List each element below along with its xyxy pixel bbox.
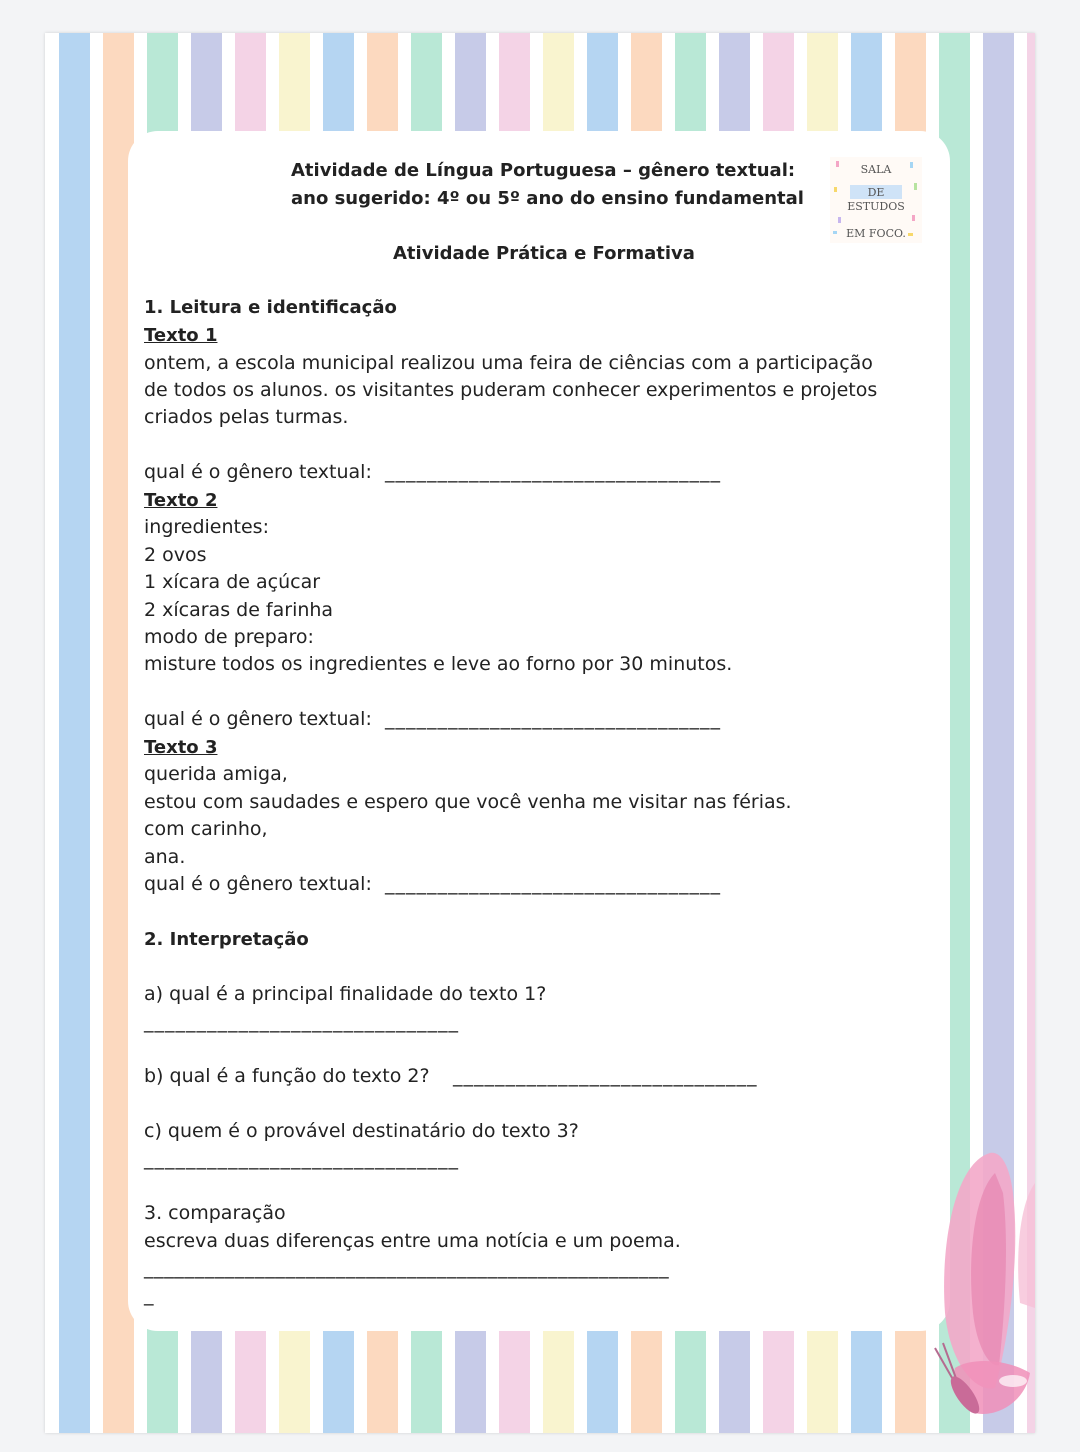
- section3-prompt: escreva duas diferenças entre uma notícia e um poema.: [144, 1230, 681, 1252]
- texto3-answer-blank[interactable]: ________________________________: [385, 873, 721, 895]
- question-b: b) qual é a função do texto 2?: [144, 1065, 430, 1087]
- question-b-answer-blank[interactable]: _____________________________: [453, 1065, 758, 1087]
- texto2-heading: Texto 2: [144, 490, 218, 511]
- section1-title: 1. Leitura e identificação: [144, 297, 397, 318]
- section3-title: 3. comparação: [144, 1202, 286, 1224]
- stripe: [59, 33, 90, 1433]
- question-a: a) qual é a principal finalidade do texto 1?: [144, 983, 547, 1005]
- subtitle: Atividade Prática e Formativa: [393, 243, 695, 264]
- texto2-answer-blank[interactable]: ________________________________: [385, 708, 721, 730]
- worksheet-page: [45, 33, 1035, 1433]
- texto1-answer-blank[interactable]: ________________________________: [385, 461, 721, 483]
- texto2-line: 1 xícara de açúcar: [144, 571, 321, 593]
- section3-answer-blank[interactable]: ____________________________________________________: [144, 1257, 670, 1279]
- section2-title: 2. Interpretação: [144, 929, 309, 950]
- texto3-line: querida amiga,: [144, 763, 288, 785]
- logo-line-2: DE: [867, 186, 885, 199]
- texto2-line: 2 ovos: [144, 544, 207, 566]
- texto1-question: qual é o gênero textual:: [144, 461, 372, 483]
- logo-sala-de-estudos: [830, 157, 922, 243]
- texto3-question: qual é o gênero textual:: [144, 873, 372, 895]
- texto1-line: ontem, a escola municipal realizou uma feira de ciências com a participação: [144, 352, 873, 374]
- texto2-line: 2 xícaras de farinha: [144, 599, 334, 621]
- section3-answer-blank-cont[interactable]: _: [144, 1284, 154, 1306]
- logo-line-4: EM FOCO.: [846, 227, 906, 240]
- texto1-heading: Texto 1: [144, 325, 218, 346]
- texto2-line: modo de preparo:: [144, 626, 314, 648]
- texto3-line: com carinho,: [144, 818, 268, 840]
- texto2-question: qual é o gênero textual:: [144, 708, 372, 730]
- question-c: c) quem é o provável destinatário do texto 3?: [144, 1120, 579, 1142]
- question-c-answer-blank[interactable]: ______________________________: [144, 1148, 459, 1170]
- title-line-1: Atividade de Língua Portuguesa – gênero textual:: [291, 160, 796, 181]
- question-a-answer-blank[interactable]: ______________________________: [144, 1011, 459, 1033]
- texto3-heading: Texto 3: [144, 737, 218, 758]
- texto3-line: ana.: [144, 846, 186, 868]
- texto3-line: estou com saudades e espero que você venha me visitar nas férias.: [144, 791, 792, 813]
- texto1-line: de todos os alunos. os visitantes puderam conhecer experimentos e projetos: [144, 379, 878, 401]
- butterfly-illustration: [895, 1133, 1035, 1433]
- title-line-2: ano sugerido: 4º ou 5º ano do ensino fundamental: [291, 188, 804, 209]
- texto2-line: ingredientes:: [144, 516, 269, 538]
- texto1-line: criados pelas turmas.: [144, 406, 349, 428]
- texto2-line: misture todos os ingredientes e leve ao forno por 30 minutos.: [144, 653, 733, 675]
- logo-line-1: SALA: [860, 163, 892, 176]
- logo-line-3: ESTUDOS: [847, 200, 905, 213]
